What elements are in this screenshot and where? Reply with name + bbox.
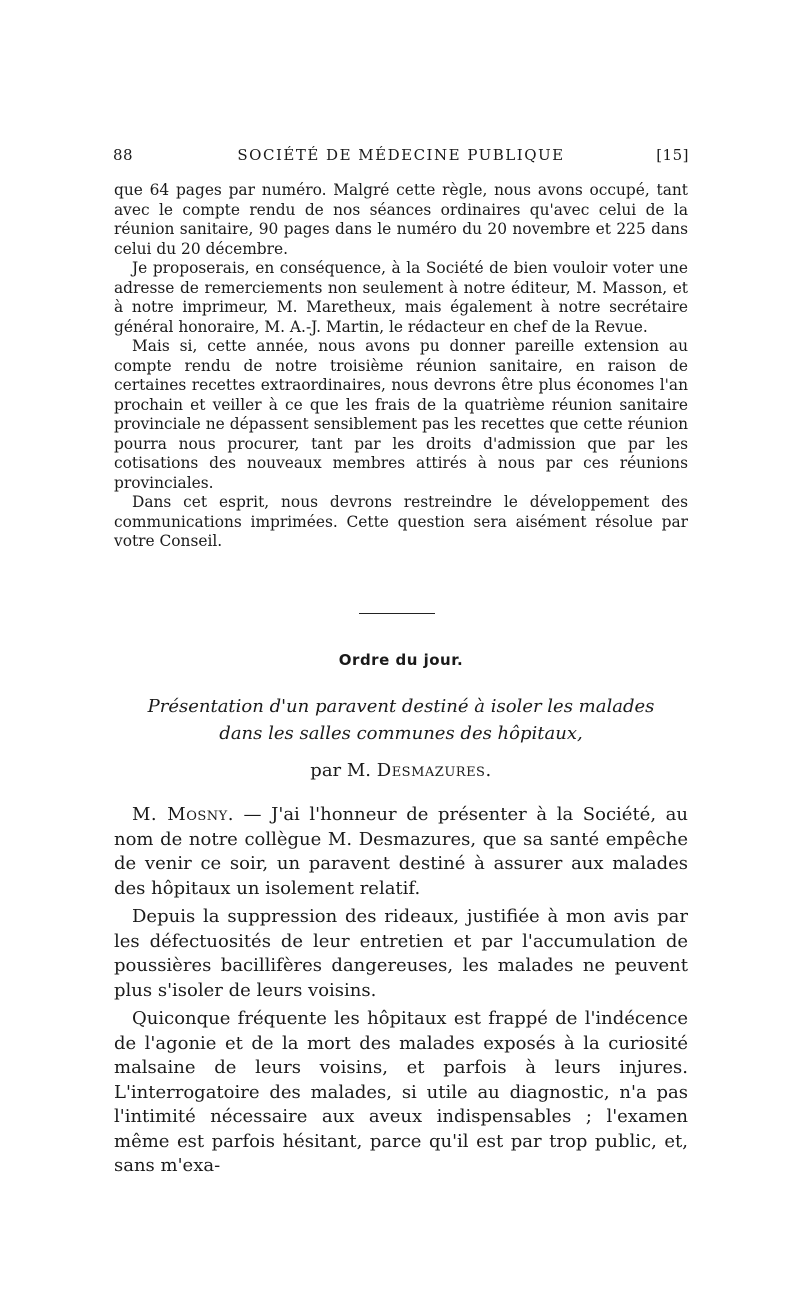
paragraph-text: — J'ai l'honneur de présenter à la Société, au nom de notre collègue M. Desmazures, que sa santé empêche de venir ce soir, un paravent destiné à assurer aux malades des hôpitaux un isolement relatif. <box>114 804 688 899</box>
report-section <box>114 181 688 552</box>
paragraph: Dans cet esprit, nous devrons restreindre le développement des communications imprimées. Cette question sera aisément résolue par votre Conseil. <box>114 493 688 550</box>
section-divider <box>359 613 435 614</box>
byline <box>114 760 688 781</box>
section-heading: Ordre du jour. <box>338 651 464 669</box>
paragraph: que 64 pages par numéro. Malgré cette règle, nous avons occupé, tant avec le compte rendu de nos séances ordinaires qu'avec celui de la réunion sanitaire, 90 pages dans le numéro du 20 novembre et 225 dans celui du 20 décembre. <box>114 181 688 258</box>
presentation-title-line: dans les salles communes des hôpitaux, <box>219 723 583 744</box>
paragraph: Je proposerais, en conséquence, à la Société de bien vouloir voter une adresse de remerciements non seulement à notre éditeur, M. Masson, et à notre imprimeur, M. Maretheux, mais également à notre secrétaire général honoraire, M. A.-J. Martin, le rédacteur en chef de la Revue. <box>114 259 688 336</box>
running-title: SOCIÉTÉ DE MÉDECINE PUBLIQUE <box>237 146 565 164</box>
running-header <box>113 146 689 170</box>
paragraph <box>114 803 688 901</box>
paragraph: Mais si, cette année, nous avons pu donner pareille extension au compte rendu de notre troisième réunion sanitaire, en raison de certaines recettes extraordinaires, nous devrons être plus économes l'an prochain et veiller à ce que les frais de la quatrième réunion sanitaire provinciale ne dépassent sensiblement pas les recettes que cette réunion pourra nous procurer, tant par les droits d'admission que par les cotisations des nouveaux membres attirés à nous par ces réunions provinciales. <box>114 337 688 492</box>
speaker-name: M. Mosny. <box>132 804 234 825</box>
communication-section <box>114 803 688 1183</box>
bracket-number: [15] <box>656 146 689 164</box>
paragraph: Depuis la suppression des rideaux, justifiée à mon avis par les défectuosités de leur entretien et par l'accumulation de poussières bacillifères dangereuses, les malades ne peuvent plus s'isoler de leurs voisins. <box>114 906 688 1001</box>
byline-prefix: par M. <box>310 760 372 781</box>
page-number: 88 <box>113 146 134 164</box>
author-name: Desmazures. <box>376 760 492 781</box>
presentation-title-line: Présentation d'un paravent destiné à isoler les malades <box>147 696 655 717</box>
paragraph: Quiconque fréquente les hôpitaux est frappé de l'indécence de l'agonie et de la mort des malades exposés à la curiosité malsaine de leurs voisins, et parfois à leurs injures. L'interrogatoire des malades, si utile au diagnostic, n'a pas l'intimité nécessaire aux aveux indispensables ; l'examen même est parfois hésitant, parce qu'il est par trop public, et, sans m'exa- <box>114 1008 688 1176</box>
presentation-title <box>114 693 688 747</box>
